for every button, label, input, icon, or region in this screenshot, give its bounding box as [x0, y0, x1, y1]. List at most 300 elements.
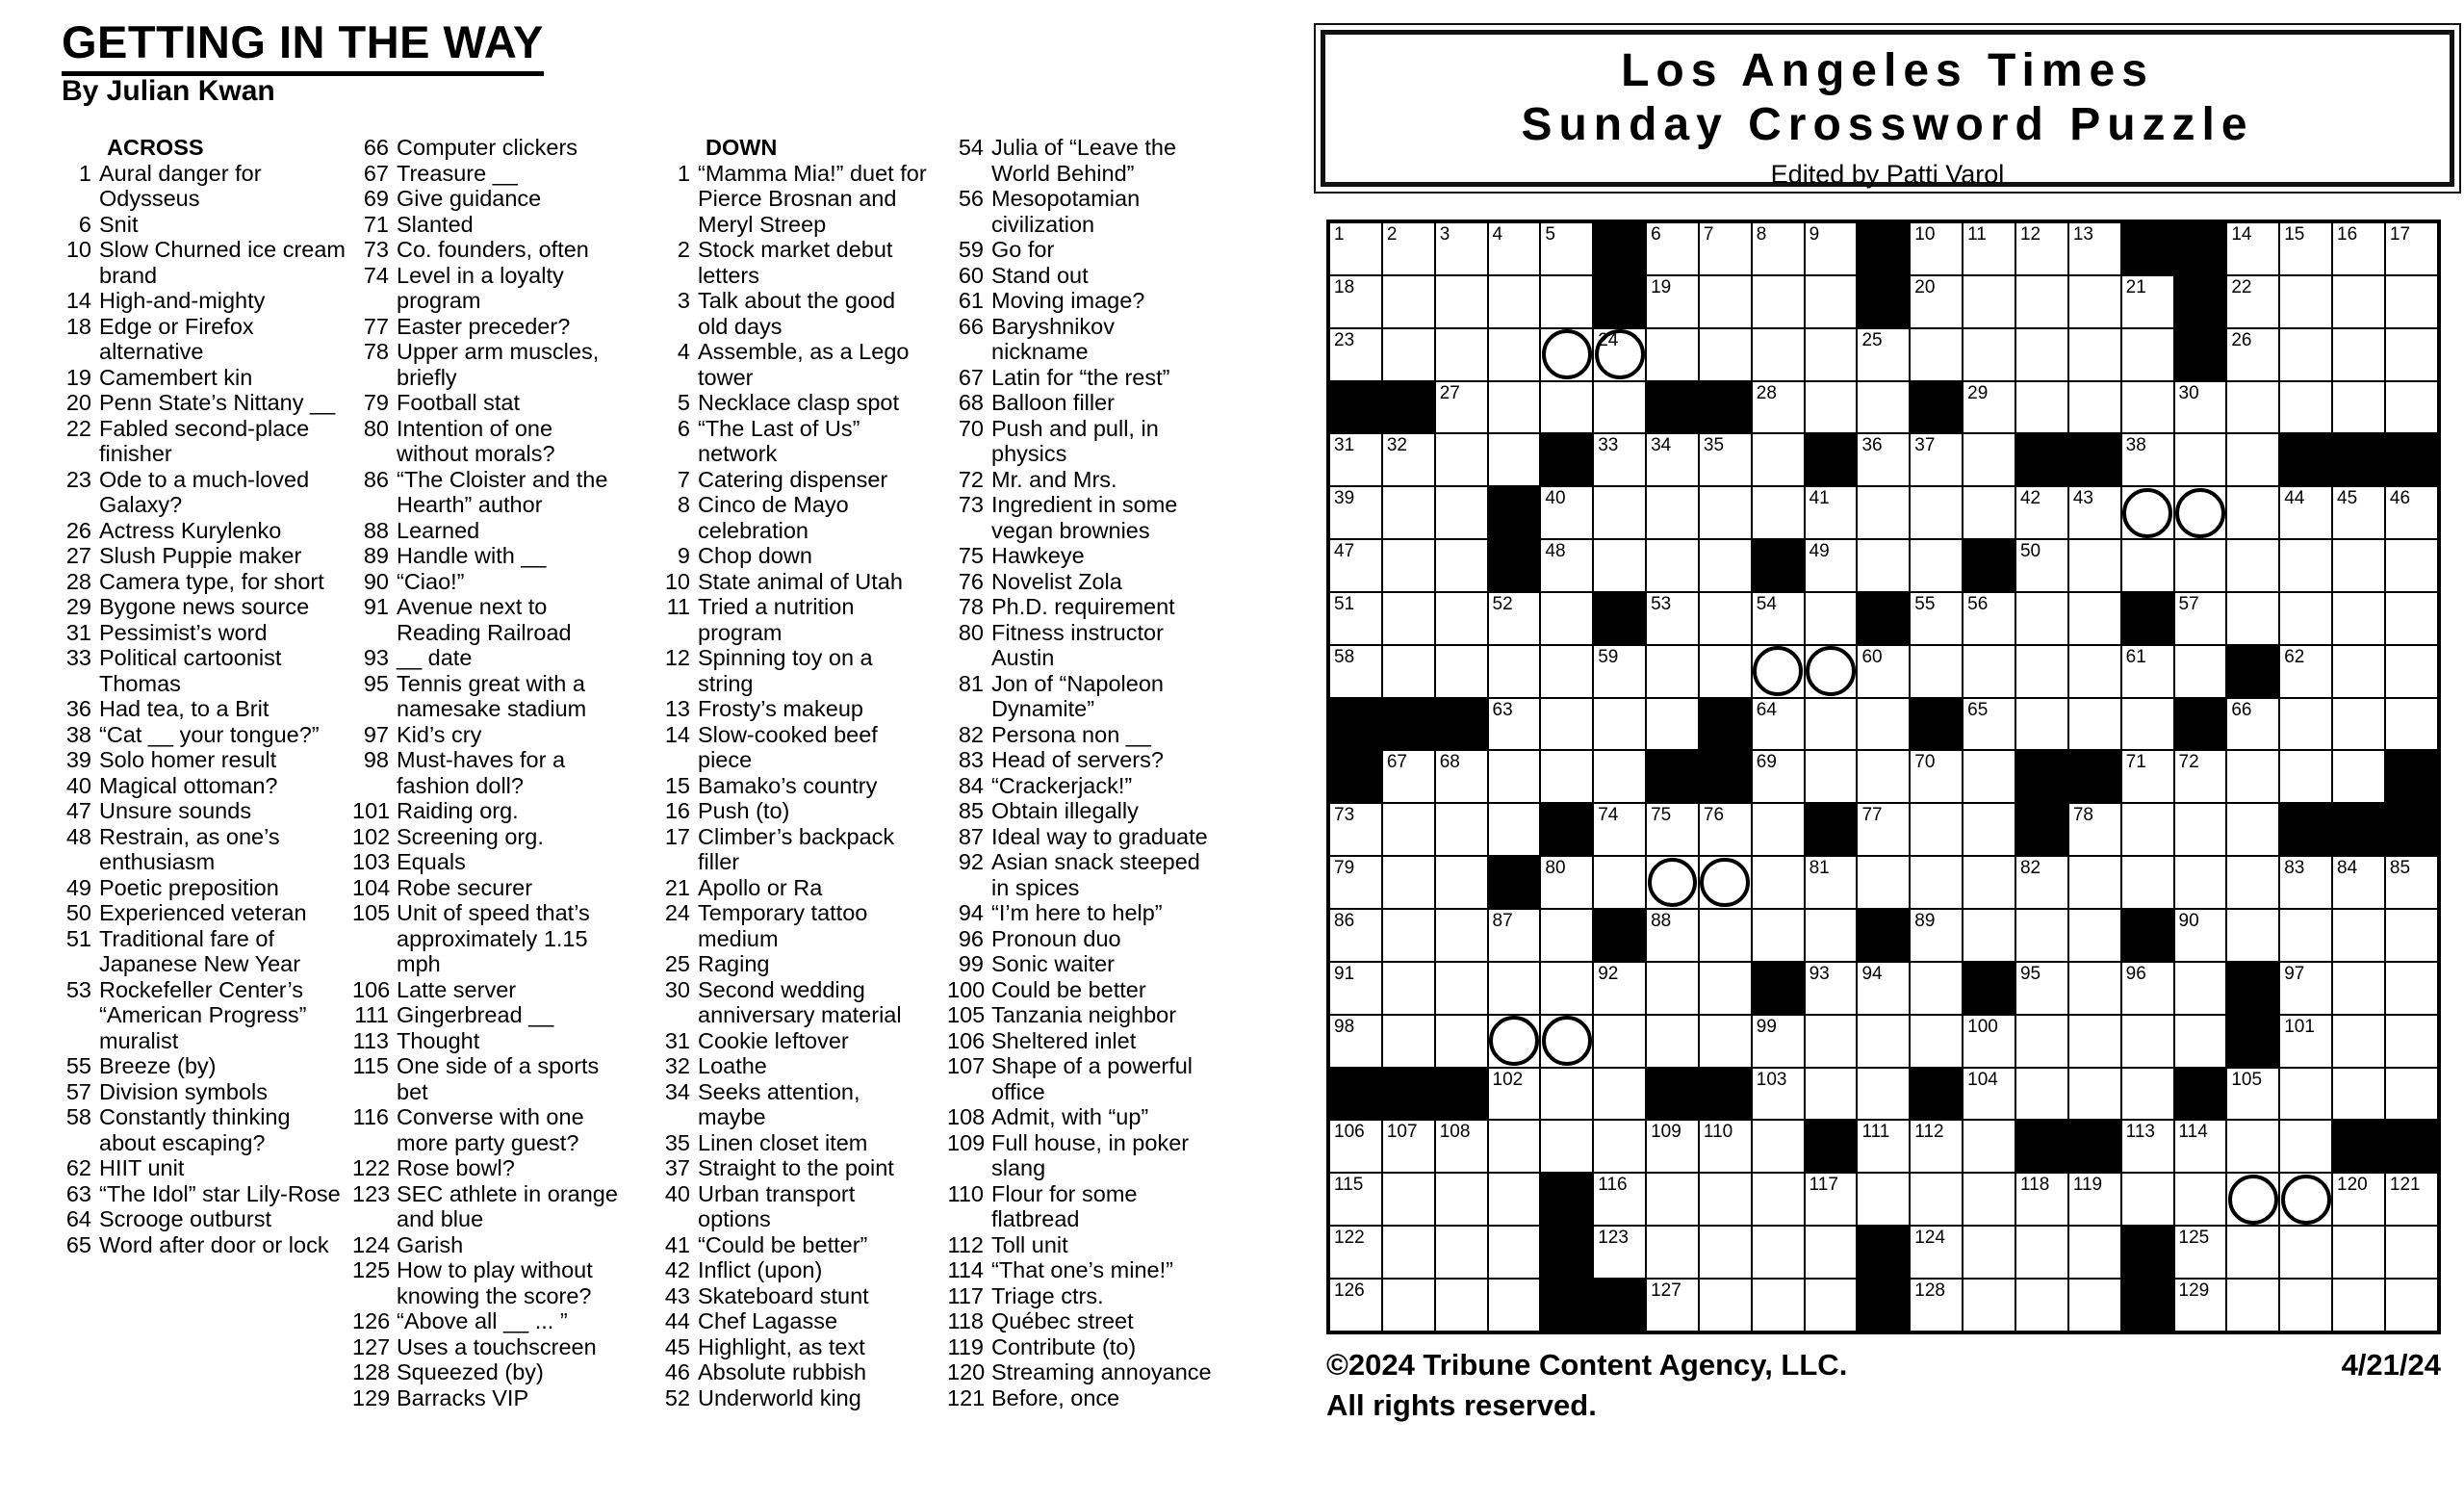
grid-cell[interactable]: [1699, 1120, 1752, 1173]
grid-cell[interactable]: [2332, 381, 2385, 434]
grid-cell[interactable]: [1857, 750, 1910, 803]
grid-cell[interactable]: [2121, 1173, 2174, 1226]
grid-cell[interactable]: [1699, 962, 1752, 1015]
grid-cell[interactable]: [1857, 856, 1910, 909]
grid-cell[interactable]: [1540, 381, 1593, 434]
grid-cell[interactable]: [1382, 803, 1435, 856]
grid-cell[interactable]: [2279, 1173, 2332, 1226]
grid-cell[interactable]: [2385, 275, 2438, 328]
grid-cell[interactable]: [2015, 328, 2068, 381]
grid-cell[interactable]: [1593, 1226, 1646, 1279]
grid-cell[interactable]: [1540, 486, 1593, 539]
grid-cell[interactable]: [1382, 909, 1435, 962]
grid-cell[interactable]: [2068, 1279, 2121, 1332]
grid-cell[interactable]: [1540, 592, 1593, 645]
grid-cell[interactable]: [1910, 750, 1963, 803]
grid-cell[interactable]: [2174, 539, 2227, 592]
grid-cell[interactable]: [1910, 328, 1963, 381]
grid-cell[interactable]: [1752, 486, 1805, 539]
grid-cell[interactable]: [1752, 275, 1805, 328]
grid-cell[interactable]: [2332, 328, 2385, 381]
grid-cell[interactable]: [1593, 328, 1646, 381]
grid-cell[interactable]: [1540, 645, 1593, 698]
grid-cell[interactable]: [1699, 1015, 1752, 1068]
grid-cell[interactable]: [1488, 1279, 1541, 1332]
grid-cell[interactable]: [2226, 909, 2279, 962]
grid-cell[interactable]: [1329, 1173, 1382, 1226]
grid-cell[interactable]: [1488, 592, 1541, 645]
grid-cell[interactable]: [1752, 803, 1805, 856]
grid-cell[interactable]: [2279, 750, 2332, 803]
grid-cell[interactable]: [1488, 803, 1541, 856]
grid-cell[interactable]: [1382, 1226, 1435, 1279]
grid-cell[interactable]: [2385, 539, 2438, 592]
grid-cell[interactable]: [1593, 962, 1646, 1015]
grid-cell[interactable]: [1857, 1015, 1910, 1068]
grid-cell[interactable]: [2015, 909, 2068, 962]
grid-cell[interactable]: [1488, 1120, 1541, 1173]
grid-cell[interactable]: [1857, 1120, 1910, 1173]
grid-cell[interactable]: [2332, 645, 2385, 698]
grid-cell[interactable]: [1488, 698, 1541, 751]
grid-cell[interactable]: [2121, 856, 2174, 909]
grid-cell[interactable]: [1488, 381, 1541, 434]
grid-cell[interactable]: [1329, 1279, 1382, 1332]
grid-cell[interactable]: [1752, 328, 1805, 381]
grid-cell[interactable]: [2068, 1015, 2121, 1068]
grid-cell[interactable]: [1435, 1015, 1488, 1068]
grid-cell[interactable]: [1699, 1279, 1752, 1332]
grid-cell[interactable]: [2385, 698, 2438, 751]
grid-cell[interactable]: [1857, 803, 1910, 856]
grid-cell[interactable]: [1646, 1120, 1699, 1173]
grid-cell[interactable]: [1435, 1120, 1488, 1173]
grid-cell[interactable]: [1646, 222, 1699, 275]
grid-cell[interactable]: [2226, 328, 2279, 381]
grid-cell[interactable]: [2279, 486, 2332, 539]
grid-cell[interactable]: [1910, 1120, 1963, 1173]
grid-cell[interactable]: [1540, 1015, 1593, 1068]
grid-cell[interactable]: [2015, 1015, 2068, 1068]
grid-cell[interactable]: [2015, 856, 2068, 909]
grid-cell[interactable]: [1382, 1120, 1435, 1173]
grid-cell[interactable]: [2226, 1068, 2279, 1121]
grid-cell[interactable]: [1963, 275, 2015, 328]
grid-cell[interactable]: [2226, 486, 2279, 539]
grid-cell[interactable]: [2279, 698, 2332, 751]
grid-cell[interactable]: [2015, 381, 2068, 434]
grid-cell[interactable]: [2015, 486, 2068, 539]
grid-cell[interactable]: [2121, 1068, 2174, 1121]
grid-cell[interactable]: [1963, 381, 2015, 434]
grid-cell[interactable]: [1435, 381, 1488, 434]
grid-cell[interactable]: [1752, 433, 1805, 486]
grid-cell[interactable]: [1488, 962, 1541, 1015]
grid-cell[interactable]: [2068, 328, 2121, 381]
grid-cell[interactable]: [1805, 750, 1858, 803]
grid-cell[interactable]: [1435, 645, 1488, 698]
grid-cell[interactable]: [2226, 1279, 2279, 1332]
grid-cell[interactable]: [1382, 962, 1435, 1015]
grid-cell[interactable]: [1382, 856, 1435, 909]
grid-cell[interactable]: [2279, 1120, 2332, 1173]
grid-cell[interactable]: [2279, 592, 2332, 645]
grid-cell[interactable]: [1963, 1226, 2015, 1279]
grid-cell[interactable]: [2226, 381, 2279, 434]
grid-cell[interactable]: [1540, 1120, 1593, 1173]
grid-cell[interactable]: [1752, 750, 1805, 803]
grid-cell[interactable]: [1382, 592, 1435, 645]
grid-cell[interactable]: [2121, 962, 2174, 1015]
grid-cell[interactable]: [2121, 275, 2174, 328]
grid-cell[interactable]: [2385, 645, 2438, 698]
grid-cell[interactable]: [2015, 962, 2068, 1015]
grid-cell[interactable]: [2332, 750, 2385, 803]
grid-cell[interactable]: [1699, 433, 1752, 486]
grid-cell[interactable]: [2174, 962, 2227, 1015]
grid-cell[interactable]: [1699, 856, 1752, 909]
grid-cell[interactable]: [2385, 381, 2438, 434]
grid-cell[interactable]: [1857, 433, 1910, 486]
grid-cell[interactable]: [2068, 698, 2121, 751]
grid-cell[interactable]: [1540, 1068, 1593, 1121]
grid-cell[interactable]: [2332, 1015, 2385, 1068]
grid-cell[interactable]: [1382, 328, 1435, 381]
grid-cell[interactable]: [1488, 1068, 1541, 1121]
grid-cell[interactable]: [2332, 962, 2385, 1015]
grid-cell[interactable]: [2121, 1015, 2174, 1068]
grid-cell[interactable]: [1963, 856, 2015, 909]
grid-cell[interactable]: [2385, 1015, 2438, 1068]
grid-cell[interactable]: [1435, 1226, 1488, 1279]
grid-cell[interactable]: [1593, 381, 1646, 434]
grid-cell[interactable]: [1593, 1120, 1646, 1173]
grid-cell[interactable]: [2174, 1226, 2227, 1279]
grid-cell[interactable]: [1752, 1068, 1805, 1121]
grid-cell[interactable]: [2385, 1068, 2438, 1121]
grid-cell[interactable]: [1910, 222, 1963, 275]
grid-cell[interactable]: [1329, 1015, 1382, 1068]
grid-cell[interactable]: [2068, 909, 2121, 962]
grid-cell[interactable]: [2174, 1015, 2227, 1068]
grid-cell[interactable]: [1752, 592, 1805, 645]
grid-cell[interactable]: [1593, 1068, 1646, 1121]
grid-cell[interactable]: [1963, 698, 2015, 751]
grid-cell[interactable]: [1593, 750, 1646, 803]
grid-cell[interactable]: [1699, 909, 1752, 962]
grid-cell[interactable]: [1435, 328, 1488, 381]
grid-cell[interactable]: [1329, 803, 1382, 856]
grid-cell[interactable]: [2332, 1226, 2385, 1279]
grid-cell[interactable]: [2068, 1173, 2121, 1226]
grid-cell[interactable]: [1963, 592, 2015, 645]
grid-cell[interactable]: [2279, 1226, 2332, 1279]
grid-cell[interactable]: [1910, 1226, 1963, 1279]
grid-cell[interactable]: [1699, 275, 1752, 328]
grid-cell[interactable]: [1382, 1279, 1435, 1332]
grid-cell[interactable]: [1805, 328, 1858, 381]
grid-cell[interactable]: [1646, 909, 1699, 962]
grid-cell[interactable]: [1593, 698, 1646, 751]
grid-cell[interactable]: [2385, 1226, 2438, 1279]
grid-cell[interactable]: [1805, 1279, 1858, 1332]
grid-cell[interactable]: [2068, 486, 2121, 539]
grid-cell[interactable]: [2279, 1279, 2332, 1332]
grid-cell[interactable]: [1593, 1015, 1646, 1068]
grid-cell[interactable]: [1963, 328, 2015, 381]
grid-cell[interactable]: [1540, 275, 1593, 328]
grid-cell[interactable]: [1593, 1173, 1646, 1226]
grid-cell[interactable]: [1805, 381, 1858, 434]
grid-cell[interactable]: [1329, 645, 1382, 698]
grid-cell[interactable]: [1857, 698, 1910, 751]
grid-cell[interactable]: [2015, 645, 2068, 698]
grid-cell[interactable]: [2385, 909, 2438, 962]
grid-cell[interactable]: [1752, 1015, 1805, 1068]
grid-cell[interactable]: [1382, 433, 1435, 486]
grid-cell[interactable]: [1593, 645, 1646, 698]
grid-cell[interactable]: [1752, 1120, 1805, 1173]
grid-cell[interactable]: [2015, 1279, 2068, 1332]
grid-cell[interactable]: [1752, 698, 1805, 751]
grid-cell[interactable]: [2174, 592, 2227, 645]
grid-cell[interactable]: [2226, 539, 2279, 592]
grid-cell[interactable]: [2279, 381, 2332, 434]
grid-cell[interactable]: [1910, 275, 1963, 328]
grid-cell[interactable]: [2385, 222, 2438, 275]
grid-cell[interactable]: [1699, 1226, 1752, 1279]
grid-cell[interactable]: [2015, 592, 2068, 645]
grid-cell[interactable]: [1752, 1173, 1805, 1226]
grid-cell[interactable]: [2226, 275, 2279, 328]
grid-cell[interactable]: [2015, 1173, 2068, 1226]
grid-cell[interactable]: [1329, 433, 1382, 486]
grid-cell[interactable]: [1329, 222, 1382, 275]
grid-cell[interactable]: [1540, 328, 1593, 381]
grid-cell[interactable]: [2385, 328, 2438, 381]
grid-cell[interactable]: [2068, 381, 2121, 434]
grid-cell[interactable]: [1910, 1173, 1963, 1226]
grid-cell[interactable]: [2332, 592, 2385, 645]
grid-cell[interactable]: [1752, 381, 1805, 434]
grid-cell[interactable]: [1910, 803, 1963, 856]
grid-cell[interactable]: [2279, 275, 2332, 328]
grid-cell[interactable]: [1646, 698, 1699, 751]
grid-cell[interactable]: [1329, 856, 1382, 909]
grid-cell[interactable]: [1382, 1173, 1435, 1226]
grid-cell[interactable]: [2174, 750, 2227, 803]
grid-cell[interactable]: [1805, 1173, 1858, 1226]
grid-cell[interactable]: [1963, 1068, 2015, 1121]
grid-cell[interactable]: [1646, 1226, 1699, 1279]
grid-cell[interactable]: [2226, 592, 2279, 645]
grid-cell[interactable]: [1699, 328, 1752, 381]
grid-cell[interactable]: [1382, 275, 1435, 328]
grid-cell[interactable]: [2279, 909, 2332, 962]
grid-cell[interactable]: [1805, 275, 1858, 328]
grid-cell[interactable]: [2121, 328, 2174, 381]
grid-cell[interactable]: [1910, 962, 1963, 1015]
grid-cell[interactable]: [2226, 698, 2279, 751]
grid-cell[interactable]: [1805, 1226, 1858, 1279]
grid-cell[interactable]: [1857, 486, 1910, 539]
grid-cell[interactable]: [2332, 1068, 2385, 1121]
grid-cell[interactable]: [2332, 222, 2385, 275]
grid-cell[interactable]: [2121, 645, 2174, 698]
grid-cell[interactable]: [1329, 592, 1382, 645]
grid-cell[interactable]: [1488, 328, 1541, 381]
grid-cell[interactable]: [2068, 962, 2121, 1015]
grid-cell[interactable]: [2015, 275, 2068, 328]
grid-cell[interactable]: [1805, 1068, 1858, 1121]
grid-cell[interactable]: [1435, 1279, 1488, 1332]
grid-cell[interactable]: [2015, 1068, 2068, 1121]
grid-cell[interactable]: [1857, 1173, 1910, 1226]
grid-cell[interactable]: [1857, 645, 1910, 698]
grid-cell[interactable]: [1699, 539, 1752, 592]
grid-cell[interactable]: [1646, 803, 1699, 856]
grid-cell[interactable]: [1646, 486, 1699, 539]
grid-cell[interactable]: [1805, 698, 1858, 751]
grid-cell[interactable]: [2226, 1226, 2279, 1279]
grid-cell[interactable]: [1488, 750, 1541, 803]
grid-cell[interactable]: [1646, 539, 1699, 592]
grid-cell[interactable]: [1435, 962, 1488, 1015]
grid-cell[interactable]: [1910, 909, 1963, 962]
grid-cell[interactable]: [2068, 856, 2121, 909]
grid-cell[interactable]: [1805, 962, 1858, 1015]
grid-cell[interactable]: [2121, 381, 2174, 434]
grid-cell[interactable]: [1699, 486, 1752, 539]
grid-cell[interactable]: [1805, 539, 1858, 592]
grid-cell[interactable]: [2332, 486, 2385, 539]
grid-cell[interactable]: [1435, 592, 1488, 645]
grid-cell[interactable]: [2121, 486, 2174, 539]
grid-cell[interactable]: [1435, 750, 1488, 803]
grid-cell[interactable]: [2015, 1226, 2068, 1279]
grid-cell[interactable]: [1435, 1173, 1488, 1226]
grid-cell[interactable]: [1699, 645, 1752, 698]
grid-cell[interactable]: [1857, 539, 1910, 592]
grid-cell[interactable]: [1699, 1173, 1752, 1226]
grid-cell[interactable]: [1910, 433, 1963, 486]
grid-cell[interactable]: [1910, 645, 1963, 698]
grid-cell[interactable]: [2385, 1173, 2438, 1226]
grid-cell[interactable]: [2332, 539, 2385, 592]
grid-cell[interactable]: [1382, 750, 1435, 803]
grid-cell[interactable]: [2068, 645, 2121, 698]
grid-cell[interactable]: [1382, 486, 1435, 539]
grid-cell[interactable]: [2332, 1279, 2385, 1332]
grid-cell[interactable]: [1805, 1015, 1858, 1068]
grid-cell[interactable]: [1699, 222, 1752, 275]
grid-cell[interactable]: [2279, 539, 2332, 592]
grid-cell[interactable]: [1329, 539, 1382, 592]
grid-cell[interactable]: [1593, 486, 1646, 539]
grid-cell[interactable]: [2226, 433, 2279, 486]
grid-cell[interactable]: [1805, 222, 1858, 275]
grid-cell[interactable]: [2068, 592, 2121, 645]
grid-cell[interactable]: [1540, 750, 1593, 803]
grid-cell[interactable]: [1910, 1279, 1963, 1332]
grid-cell[interactable]: [2279, 328, 2332, 381]
grid-cell[interactable]: [1646, 645, 1699, 698]
grid-cell[interactable]: [2279, 1015, 2332, 1068]
grid-cell[interactable]: [2279, 222, 2332, 275]
grid-cell[interactable]: [1488, 1226, 1541, 1279]
grid-cell[interactable]: [2174, 856, 2227, 909]
grid-cell[interactable]: [1963, 1120, 2015, 1173]
grid-cell[interactable]: [1435, 856, 1488, 909]
grid-cell[interactable]: [2174, 381, 2227, 434]
grid-cell[interactable]: [1329, 486, 1382, 539]
grid-cell[interactable]: [1857, 381, 1910, 434]
grid-cell[interactable]: [1646, 592, 1699, 645]
grid-cell[interactable]: [2226, 856, 2279, 909]
grid-cell[interactable]: [1488, 222, 1541, 275]
grid-cell[interactable]: [2279, 962, 2332, 1015]
grid-cell[interactable]: [2226, 750, 2279, 803]
grid-cell[interactable]: [2068, 1068, 2121, 1121]
grid-cell[interactable]: [1646, 1015, 1699, 1068]
grid-cell[interactable]: [2332, 909, 2385, 962]
grid-cell[interactable]: [1699, 803, 1752, 856]
grid-cell[interactable]: [1805, 592, 1858, 645]
grid-cell[interactable]: [1963, 222, 2015, 275]
grid-cell[interactable]: [2121, 803, 2174, 856]
grid-cell[interactable]: [2174, 645, 2227, 698]
grid-cell[interactable]: [1540, 909, 1593, 962]
grid-cell[interactable]: [2121, 698, 2174, 751]
grid-cell[interactable]: [1910, 592, 1963, 645]
grid-cell[interactable]: [2174, 433, 2227, 486]
grid-cell[interactable]: [2332, 1173, 2385, 1226]
grid-cell[interactable]: [1646, 328, 1699, 381]
grid-cell[interactable]: [1963, 1173, 2015, 1226]
grid-cell[interactable]: [1329, 275, 1382, 328]
grid-cell[interactable]: [1382, 645, 1435, 698]
grid-cell[interactable]: [1593, 803, 1646, 856]
grid-cell[interactable]: [2015, 222, 2068, 275]
grid-cell[interactable]: [1963, 1279, 2015, 1332]
grid-cell[interactable]: [2332, 275, 2385, 328]
grid-cell[interactable]: [1488, 433, 1541, 486]
grid-cell[interactable]: [1488, 275, 1541, 328]
grid-cell[interactable]: [1857, 962, 1910, 1015]
grid-cell[interactable]: [1488, 909, 1541, 962]
grid-cell[interactable]: [2174, 1173, 2227, 1226]
grid-cell[interactable]: [2015, 698, 2068, 751]
grid-cell[interactable]: [1910, 856, 1963, 909]
grid-cell[interactable]: [1752, 1226, 1805, 1279]
grid-cell[interactable]: [1963, 645, 2015, 698]
grid-cell[interactable]: [1805, 856, 1858, 909]
grid-cell[interactable]: [2279, 645, 2332, 698]
grid-cell[interactable]: [1646, 1279, 1699, 1332]
grid-cell[interactable]: [1329, 962, 1382, 1015]
grid-cell[interactable]: [1329, 909, 1382, 962]
grid-cell[interactable]: [2385, 856, 2438, 909]
grid-cell[interactable]: [1593, 856, 1646, 909]
grid-cell[interactable]: [2226, 803, 2279, 856]
grid-cell[interactable]: [2121, 750, 2174, 803]
grid-cell[interactable]: [1488, 1173, 1541, 1226]
grid-cell[interactable]: [1646, 433, 1699, 486]
grid-cell[interactable]: [2385, 1279, 2438, 1332]
grid-cell[interactable]: [2068, 275, 2121, 328]
grid-cell[interactable]: [1593, 539, 1646, 592]
grid-cell[interactable]: [1435, 909, 1488, 962]
